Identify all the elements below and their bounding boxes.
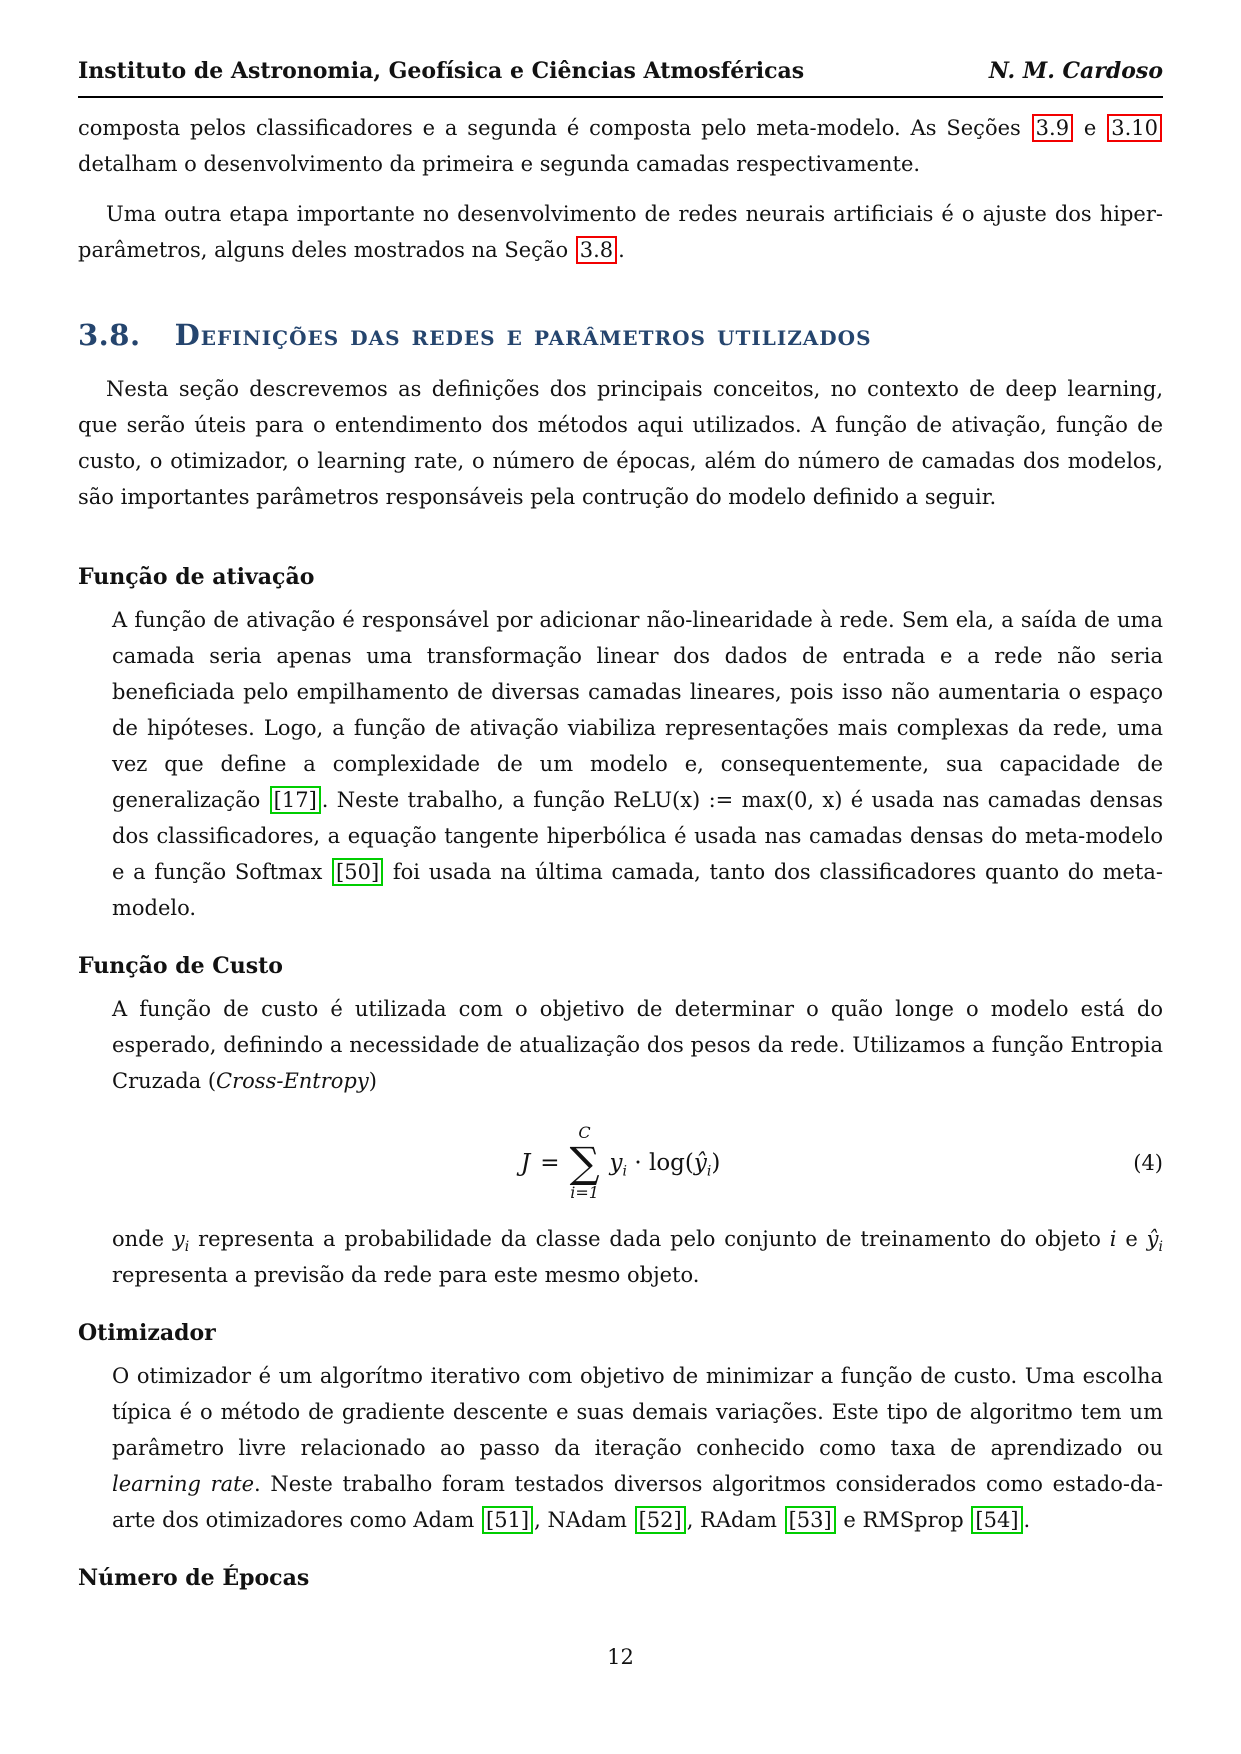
- citation-link[interactable]: [53]: [785, 1506, 836, 1534]
- section-ref-link[interactable]: 3.9: [1032, 114, 1073, 142]
- equation-lhs: J: [520, 1149, 531, 1177]
- equation-number: (4): [1133, 1151, 1163, 1175]
- citation-link[interactable]: [51]: [482, 1506, 533, 1534]
- paragraph-hyperparameters: Uma outra etapa importante no desenvolvimento de redes neurais artificiais é o ajuste dos hiper-parâmetros, alguns deles mostrados na Seção 3.8 .: [78, 202, 1163, 262]
- italic-text: Cross-Entropy: [216, 1069, 369, 1093]
- header-author: N. M. Cardoso: [988, 58, 1163, 84]
- page-number: 12: [607, 1645, 634, 1669]
- page-header: [78, 57, 1163, 85]
- equation-cross-entropy: [78, 1121, 1163, 1205]
- citation-link[interactable]: [54]: [971, 1506, 1022, 1534]
- paragraph-cost-function: A função de custo é utilizada com o objetivo de determinar o quão longe o modelo está do esperado, definindo a necessidade de atualização dos pesos da rede. Utilizamos a função Entropia Cruzada (Cross-Entropy): [112, 997, 1163, 1093]
- subheading-cost-function: Função de Custo: [78, 953, 283, 979]
- page-body: [78, 0, 1163, 1594]
- math-symbol: $y_i$: [172, 1227, 190, 1256]
- subheading-activation-function: Função de ativação: [78, 564, 315, 590]
- header-rule: [78, 96, 1163, 98]
- paragraph-equation-where: onde $y_i$ representa a probabilidade da classe dada pelo conjunto de treinamento do objeto i e $ŷ_i$ representa a previsão da rede para este mesmo objeto.: [112, 1227, 1163, 1287]
- paragraph-activation-function: A função de ativação é responsável por adicionar não-linearidade à rede. Sem ela, a saída de uma camada seria apenas uma transformação linear dos dados de entrada e a rede não seria beneficiada pelo empilhamento de diversas camadas lineares, pois isso não aumentaria o espaço de hipóteses. Logo, a função de ativação viabiliza representações mais complexas da rede, uma vez que define a complexidade de um modelo e, consequentemente, sua capacidade de generalização [17] . Neste trabalho, a função ReLU(x) := max(0, x) é usada nas camadas densas dos classificadores, a equação tangente hiperbólica é usada nas camadas densas do meta-modelo e a função Softmax [50] foi usada na última camada, tanto dos classificadores quanto do meta-modelo.: [112, 608, 1164, 920]
- section-ref-link[interactable]: 3.10: [1107, 114, 1162, 142]
- math-symbol: $y_i$: [609, 1150, 628, 1180]
- equals-sign: =: [540, 1150, 560, 1176]
- citation-link[interactable]: [17]: [270, 786, 321, 814]
- sigma-icon: ∑: [569, 1138, 600, 1187]
- paragraph-optimizer: O otimizador é um algorítmo iterativo com objetivo de minimizar a função de custo. Uma escolha típica é o método de gradiente descente e suas demais variações. Este tipo de algoritmo tem um parâmetro livre relacionado ao passo da iteração conhecido como taxa de aprendizado ou learning rate. Neste trabalho foram testados diversos algoritmos considerados como estado-da-arte dos otimizadores como Adam [51] , NAdam [52] , RAdam [53] e RMSprop [54] .: [112, 1364, 1163, 1532]
- summation-lower-limit: i=1: [570, 1183, 599, 1202]
- italic-text: i: [1109, 1227, 1117, 1251]
- paragraph-section-intro: Nesta seção descrevemos as definições dos principais conceitos, no contexto de deep learning, que serão úteis para o entendimento dos métodos aqui utilizados. A função de ativação, função de custo, o otimizador, o learning rate, o número de épocas, além do número de camadas dos modelos, são importantes parâmetros responsáveis pela contrução do modelo definido a seguir.: [78, 377, 1163, 509]
- citation-link[interactable]: [52]: [635, 1506, 686, 1534]
- math-symbol: $ŷ_i$: [693, 1150, 712, 1180]
- summation-upper-limit: C: [578, 1122, 591, 1142]
- section-heading: [78, 314, 1163, 356]
- header-institute: Instituto de Astronomia, Geofísica e Ciências Atmosféricas: [78, 58, 805, 84]
- section-number: 3.8.: [78, 318, 141, 352]
- equation-expression: [521, 1124, 721, 1203]
- paragraph-continued: composta pelos classificadores e a segunda é composta pelo meta-modelo. As Seções 3.9 e 3.10 detalham o desenvolvimento da primeira e segunda camadas respectivamente.: [78, 110, 1163, 182]
- italic-text: learning rate: [112, 1472, 255, 1496]
- subheading-epochs: Número de Épocas: [78, 1565, 310, 1591]
- math-symbol: $ŷ_i$: [1146, 1227, 1163, 1256]
- subheading-optimizer: Otimizador: [78, 1320, 216, 1346]
- section-ref-link[interactable]: 3.8: [576, 236, 617, 264]
- equation-body: $y_i$ · $\log(ŷ_i)$: [609, 1150, 721, 1180]
- citation-link[interactable]: [50]: [332, 858, 383, 886]
- summation-symbol: [570, 1124, 600, 1203]
- section-title: Definições das redes e parâmetros utilizados: [174, 318, 872, 352]
